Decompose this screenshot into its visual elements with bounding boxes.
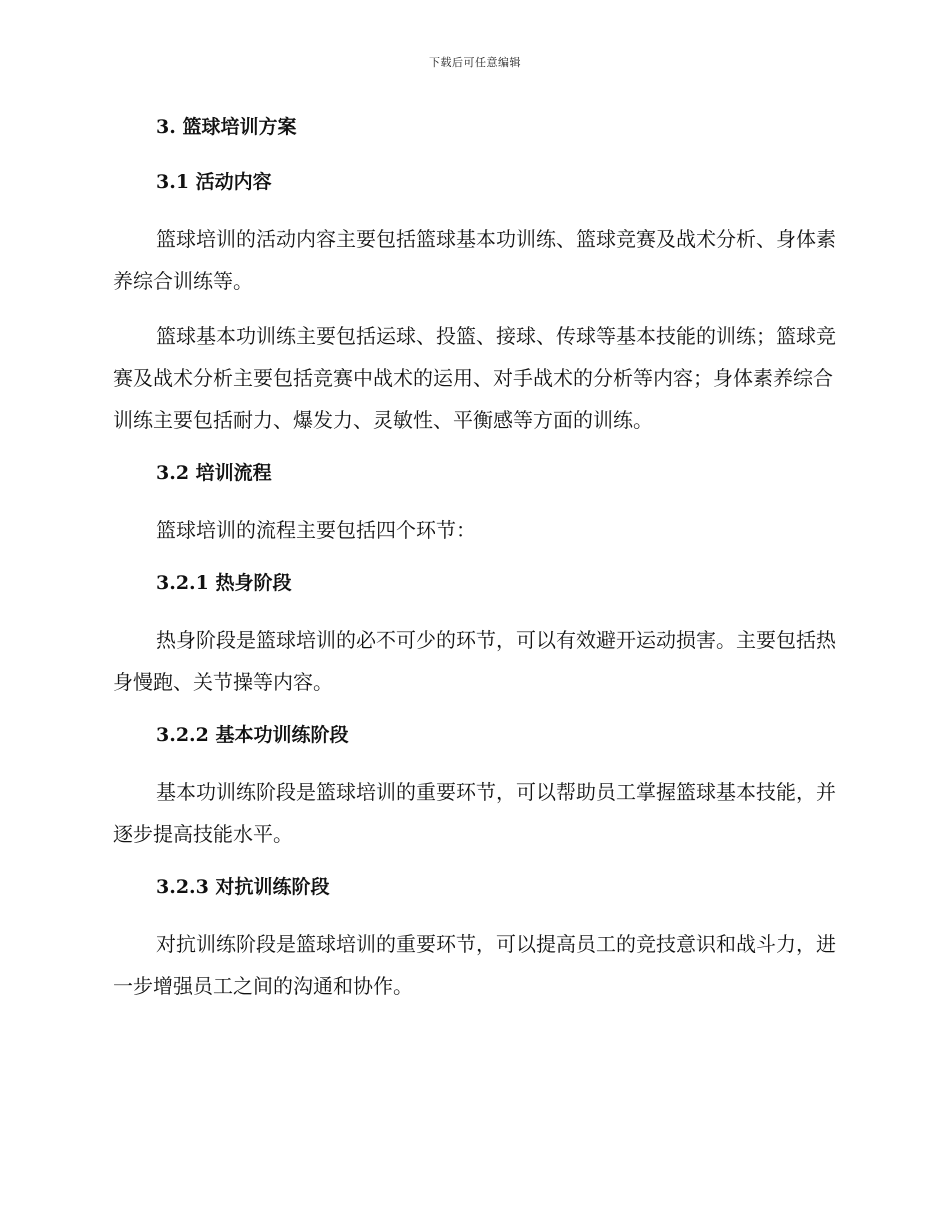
subsection-title-3-2: 3.2 培训流程 (156, 462, 272, 484)
paragraph-3-2-1-1: 热身阶段是篮球培训的必不可少的环节，可以有效避开运动损害。主要包括热身慢跑、关节操等内容。 (113, 628, 836, 694)
page-header: 下载后可任意编辑 (429, 56, 521, 69)
document-body (113, 108, 838, 1007)
subsection-title-3-1: 3.1 活动内容 (156, 171, 272, 193)
paragraph-3-2-1: 篮球培训的流程主要包括四个环节： (156, 518, 476, 542)
paragraph-3-1-1: 篮球培训的活动内容主要包括篮球基本功训练、篮球竞赛及战术分析、身体素养综合训练等。 (113, 227, 836, 293)
paragraph-3-1-2: 篮球基本功训练主要包括运球、投篮、接球、传球等基本技能的训练；篮球竞赛及战术分析主要包括竞赛中战术的运用、对手战术的分析等内容；身体素养综合训练主要包括耐力、爆发力、灵敏性、平衡感等方面的训练。 (113, 324, 836, 432)
subsection-title-3-2-2: 3.2.2 基本功训练阶段 (156, 724, 349, 746)
paragraph-3-2-3-1: 对抗训练阶段是篮球培训的重要环节，可以提高员工的竞技意识和战斗力，进一步增强员工之间的沟通和协作。 (113, 932, 836, 998)
paragraph-3-2-2-1: 基本功训练阶段是篮球培训的重要环节，可以帮助员工掌握篮球基本技能，并逐步提高技能水平。 (113, 780, 836, 846)
subsection-title-3-2-3: 3.2.3 对抗训练阶段 (156, 876, 330, 898)
subsection-title-3-2-1: 3.2.1 热身阶段 (156, 572, 292, 594)
section-title: 3. 篮球培训方案 (156, 116, 297, 138)
